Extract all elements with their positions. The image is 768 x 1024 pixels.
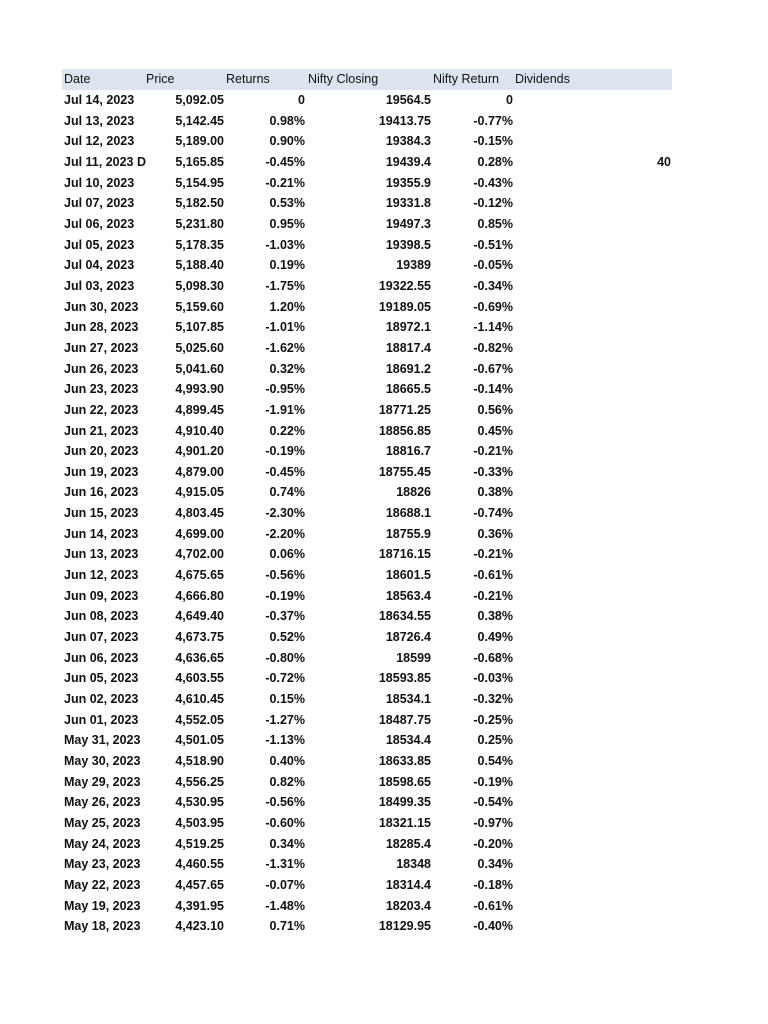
cell-returns[interactable]: -0.19%	[265, 588, 305, 603]
cell-price[interactable]: 4,501.05	[175, 733, 224, 748]
cell-nifty-return[interactable]: -0.69%	[473, 299, 513, 314]
table-row	[62, 503, 672, 524]
cell-nifty-return[interactable]: -0.21%	[473, 588, 513, 603]
cell-returns[interactable]: -1.91%	[265, 402, 305, 417]
cell-date[interactable]: Jun 06, 2023	[64, 650, 139, 665]
cell-nifty-closing[interactable]: 18856.85	[378, 423, 431, 438]
cell-dividends[interactable]	[513, 916, 671, 937]
cell-nifty-closing[interactable]: 19322.55	[378, 278, 431, 293]
cell-date[interactable]: Jul 12, 2023	[64, 134, 135, 149]
cell-returns[interactable]: -0.21%	[265, 175, 305, 190]
cell-nifty-return[interactable]: 0.34%	[477, 857, 513, 872]
cell-dividends[interactable]	[513, 689, 671, 710]
cell-date[interactable]: Jun 07, 2023	[64, 630, 139, 645]
cell-nifty-closing[interactable]: 18203.4	[385, 898, 431, 913]
cell-returns[interactable]: -1.01%	[265, 320, 305, 335]
cell-nifty-return[interactable]: -1.14%	[473, 320, 513, 335]
cell-price[interactable]: 5,178.35	[175, 237, 224, 252]
cell-price[interactable]: 5,189.00	[175, 134, 224, 149]
cell-dividends[interactable]	[513, 772, 671, 793]
cell-dividends[interactable]	[513, 214, 671, 235]
table-row	[62, 379, 672, 400]
cell-nifty-return[interactable]: -0.40%	[473, 919, 513, 934]
cell-dividends[interactable]	[513, 813, 671, 834]
cell-dividends[interactable]	[513, 462, 671, 483]
table-row	[62, 627, 672, 648]
table-row	[62, 421, 672, 442]
cell-date[interactable]: Jun 01, 2023	[64, 712, 139, 727]
cell-nifty-return[interactable]: -0.18%	[473, 877, 513, 892]
cell-price[interactable]: 4,556.25	[175, 774, 224, 789]
cell-date[interactable]: Jun 12, 2023	[64, 568, 139, 583]
table-row	[62, 689, 672, 710]
cell-date[interactable]: Jun 28, 2023	[64, 320, 139, 335]
table-row	[62, 297, 672, 318]
table-row	[62, 524, 672, 545]
cell-nifty-return[interactable]: 0.36%	[477, 526, 513, 541]
cell-price[interactable]: 5,142.45	[175, 113, 224, 128]
cell-price[interactable]: 5,165.85	[175, 154, 224, 169]
cell-nifty-return[interactable]: -0.74%	[473, 506, 513, 521]
table-row	[62, 544, 672, 565]
cell-dividends[interactable]	[513, 606, 671, 627]
cell-price[interactable]: 4,649.40	[175, 609, 224, 624]
cell-nifty-return[interactable]: 0.28%	[477, 154, 513, 169]
cell-nifty-return[interactable]: -0.68%	[473, 650, 513, 665]
cell-nifty-return[interactable]: -0.21%	[473, 547, 513, 562]
cell-returns[interactable]: 0.90%	[269, 134, 305, 149]
cell-price[interactable]: 4,803.45	[175, 506, 224, 521]
cell-nifty-closing[interactable]: 18534.4	[385, 733, 431, 748]
header-date[interactable]: Date	[64, 72, 91, 86]
cell-price[interactable]: 5,188.40	[175, 258, 224, 273]
cell-price[interactable]: 4,518.90	[175, 754, 224, 768]
table-row	[62, 359, 672, 380]
cell-date[interactable]: May 30, 2023	[64, 754, 141, 768]
cell-nifty-closing[interactable]: 18665.5	[385, 382, 431, 397]
cell-price[interactable]: 5,182.50	[175, 196, 224, 211]
cell-nifty-closing[interactable]: 19439.4	[385, 154, 431, 169]
cell-price[interactable]: 4,673.75	[175, 630, 224, 645]
table-row	[62, 338, 672, 359]
cell-price[interactable]: 5,025.60	[175, 340, 224, 355]
cell-returns[interactable]: 0.71%	[269, 919, 305, 934]
cell-dividends[interactable]	[513, 896, 671, 917]
cell-returns[interactable]: 0.95%	[269, 216, 305, 231]
cell-nifty-return[interactable]: -0.51%	[473, 237, 513, 252]
cell-nifty-closing[interactable]: 19384.3	[385, 134, 431, 149]
cell-price[interactable]: 4,702.00	[175, 547, 224, 562]
table-row	[62, 772, 672, 793]
cell-nifty-return[interactable]: -0.12%	[473, 196, 513, 211]
cell-date[interactable]: Jul 05, 2023	[64, 237, 135, 252]
cell-nifty-return[interactable]: -0.15%	[473, 134, 513, 149]
cell-date[interactable]: Jun 02, 2023	[64, 692, 139, 707]
cell-date[interactable]: Jun 09, 2023	[64, 588, 139, 603]
cell-returns[interactable]: 0.15%	[269, 692, 305, 707]
cell-price[interactable]: 5,159.60	[175, 299, 224, 314]
cell-dividends[interactable]	[513, 359, 671, 380]
cell-dividends[interactable]	[513, 482, 671, 503]
cell-date[interactable]: May 23, 2023	[64, 857, 141, 872]
cell-date[interactable]: Jul 07, 2023	[64, 196, 135, 211]
cell-nifty-return[interactable]: -0.43%	[473, 175, 513, 190]
cell-nifty-return[interactable]: 0.54%	[477, 754, 513, 768]
header-nifty-return[interactable]: Nifty Return	[433, 72, 499, 86]
cell-returns[interactable]: -0.19%	[265, 444, 305, 459]
cell-dividends[interactable]	[513, 421, 671, 442]
cell-nifty-return[interactable]: -0.97%	[473, 815, 513, 830]
cell-nifty-return[interactable]: 0.38%	[477, 485, 513, 500]
cell-price[interactable]: 4,993.90	[175, 382, 224, 397]
cell-returns[interactable]: -0.95%	[265, 382, 305, 397]
cell-nifty-closing[interactable]: 18817.4	[385, 340, 431, 355]
table-row	[62, 606, 672, 627]
table-row	[62, 482, 672, 503]
cell-price[interactable]: 5,041.60	[175, 361, 224, 376]
cell-date[interactable]: May 22, 2023	[64, 877, 141, 892]
cell-nifty-return[interactable]: -0.33%	[473, 464, 513, 479]
cell-date[interactable]: May 26, 2023	[64, 795, 141, 810]
cell-nifty-return[interactable]: -0.82%	[473, 340, 513, 355]
header-returns[interactable]: Returns	[226, 72, 270, 86]
cell-nifty-return[interactable]: 0.38%	[477, 609, 513, 624]
cell-nifty-closing[interactable]: 19355.9	[385, 175, 431, 190]
cell-nifty-return[interactable]: -0.20%	[473, 836, 513, 851]
cell-dividends[interactable]	[513, 730, 671, 751]
cell-returns[interactable]: 0.52%	[269, 630, 305, 645]
cell-nifty-return[interactable]: -0.14%	[473, 382, 513, 397]
cell-date[interactable]: Jun 27, 2023	[64, 340, 139, 355]
cell-returns[interactable]: 0.34%	[269, 836, 305, 851]
table-row	[62, 131, 672, 152]
cell-nifty-return[interactable]: -0.03%	[473, 671, 513, 686]
cell-date[interactable]: Jun 14, 2023	[64, 526, 139, 541]
table-row	[62, 834, 672, 855]
cell-nifty-return[interactable]: 0	[506, 93, 513, 107]
cell-dividends[interactable]	[513, 503, 671, 524]
table-row	[62, 214, 672, 235]
cell-nifty-closing[interactable]: 18314.4	[385, 877, 431, 892]
cell-price[interactable]: 4,603.55	[175, 671, 224, 686]
cell-returns[interactable]: -0.60%	[265, 815, 305, 830]
cell-nifty-closing[interactable]: 18598.65	[378, 774, 431, 789]
cell-returns[interactable]: -2.20%	[265, 526, 305, 541]
cell-dividends[interactable]	[513, 648, 671, 669]
cell-date[interactable]: Jul 13, 2023	[64, 113, 135, 128]
cell-nifty-closing[interactable]: 18601.5	[385, 568, 431, 583]
cell-dividends[interactable]	[513, 317, 671, 338]
cell-returns[interactable]: -0.56%	[265, 795, 305, 810]
cell-nifty-return[interactable]: 0.56%	[477, 402, 513, 417]
table-row	[62, 400, 672, 421]
cell-nifty-return[interactable]: -0.54%	[473, 795, 513, 810]
cell-nifty-return[interactable]: -0.25%	[473, 712, 513, 727]
cell-dividends[interactable]	[513, 544, 671, 565]
cell-returns[interactable]: -1.75%	[265, 278, 305, 293]
cell-price[interactable]: 4,910.40	[175, 423, 224, 438]
cell-date[interactable]: Jun 20, 2023	[64, 444, 139, 459]
cell-dividends[interactable]	[513, 524, 671, 545]
cell-price[interactable]: 4,899.45	[175, 402, 224, 417]
cell-price[interactable]: 4,423.10	[175, 919, 224, 934]
table-row	[62, 896, 672, 917]
cell-price[interactable]: 4,666.80	[175, 588, 224, 603]
cell-price[interactable]: 4,391.95	[175, 898, 224, 913]
cell-date[interactable]: Jun 30, 2023	[64, 299, 139, 314]
cell-nifty-closing[interactable]: 18534.1	[385, 692, 431, 707]
cell-nifty-closing[interactable]: 18816.7	[385, 444, 431, 459]
cell-returns[interactable]: -1.31%	[265, 857, 305, 872]
cell-date[interactable]: Jun 23, 2023	[64, 382, 139, 397]
cell-returns[interactable]: -1.03%	[265, 237, 305, 252]
cell-dividends[interactable]	[513, 668, 671, 689]
cell-nifty-closing[interactable]: 18826	[396, 485, 431, 500]
cell-nifty-closing[interactable]: 18348	[396, 857, 431, 872]
cell-date[interactable]: Jul 04, 2023	[64, 258, 135, 273]
cell-price[interactable]: 4,915.05	[175, 485, 224, 500]
cell-nifty-return[interactable]: 0.25%	[477, 733, 513, 748]
cell-date[interactable]: Jul 03, 2023	[64, 278, 135, 293]
table-row	[62, 173, 672, 194]
cell-nifty-closing[interactable]: 18755.45	[378, 464, 431, 479]
cell-price[interactable]: 4,636.65	[175, 650, 224, 665]
cell-date[interactable]: Jul 11, 2023 D	[64, 154, 146, 169]
cell-price[interactable]: 4,675.65	[175, 568, 224, 583]
cell-nifty-return[interactable]: -0.77%	[473, 113, 513, 128]
cell-returns[interactable]: 0.22%	[269, 423, 305, 438]
cell-dividends[interactable]	[513, 131, 671, 152]
cell-date[interactable]: Jul 10, 2023	[64, 175, 135, 190]
cell-nifty-closing[interactable]: 18487.75	[378, 712, 431, 727]
cell-dividends[interactable]	[513, 276, 671, 297]
cell-date[interactable]: Jun 21, 2023	[64, 423, 139, 438]
cell-returns[interactable]: -0.37%	[265, 609, 305, 624]
spreadsheet	[62, 69, 672, 937]
cell-date[interactable]: Jun 26, 2023	[64, 361, 139, 376]
cell-dividends[interactable]	[513, 400, 671, 421]
cell-returns[interactable]: -0.72%	[265, 671, 305, 686]
cell-returns[interactable]: -0.80%	[265, 650, 305, 665]
table-row	[62, 565, 672, 586]
table-row	[62, 730, 672, 751]
cell-returns[interactable]: 0.53%	[269, 196, 305, 211]
table-row	[62, 193, 672, 214]
cell-price[interactable]: 5,098.30	[175, 278, 224, 293]
cell-dividends[interactable]	[513, 235, 671, 256]
cell-price[interactable]: 5,092.05	[175, 93, 224, 107]
header-row	[62, 69, 672, 90]
cell-dividends[interactable]	[513, 854, 671, 875]
cell-date[interactable]: Jun 15, 2023	[64, 506, 139, 521]
header-price[interactable]: Price	[146, 72, 175, 86]
cell-returns[interactable]: 0.82%	[269, 774, 305, 789]
table-row	[62, 462, 672, 483]
cell-date[interactable]: May 31, 2023	[64, 733, 141, 748]
cell-nifty-closing[interactable]: 18321.15	[378, 815, 431, 830]
cell-nifty-closing[interactable]: 18972.1	[385, 320, 431, 335]
table-row	[62, 668, 672, 689]
cell-nifty-return[interactable]: 0.49%	[477, 630, 513, 645]
cell-returns[interactable]: 0.32%	[269, 361, 305, 376]
cell-dividends[interactable]	[513, 111, 671, 132]
table-row	[62, 276, 672, 297]
cell-dividends[interactable]	[513, 792, 671, 813]
cell-price[interactable]: 4,610.45	[175, 692, 224, 707]
cell-nifty-closing[interactable]: 18688.1	[385, 506, 431, 521]
cell-dividends[interactable]	[513, 834, 671, 855]
cell-returns[interactable]: 0	[298, 93, 305, 107]
cell-nifty-return[interactable]: -0.34%	[473, 278, 513, 293]
cell-date[interactable]: Jun 08, 2023	[64, 609, 139, 624]
cell-nifty-closing[interactable]: 19189.05	[378, 299, 431, 314]
cell-dividends[interactable]	[513, 586, 671, 607]
cell-date[interactable]: Jun 05, 2023	[64, 671, 139, 686]
cell-date[interactable]: May 18, 2023	[64, 919, 141, 934]
cell-nifty-closing[interactable]: 18633.85	[378, 754, 431, 768]
cell-price[interactable]: 4,552.05	[175, 712, 224, 727]
cell-nifty-closing[interactable]: 18593.85	[378, 671, 431, 686]
cell-returns[interactable]: -1.13%	[265, 733, 305, 748]
cell-nifty-closing[interactable]: 19564.5	[385, 93, 431, 107]
cell-price[interactable]: 5,154.95	[175, 175, 224, 190]
cell-date[interactable]: Jul 06, 2023	[64, 216, 135, 231]
cell-nifty-closing[interactable]: 19497.3	[385, 216, 431, 231]
cell-price[interactable]: 4,901.20	[175, 444, 224, 459]
cell-date[interactable]: May 19, 2023	[64, 898, 141, 913]
table-row	[62, 854, 672, 875]
cell-nifty-closing[interactable]: 18499.35	[378, 795, 431, 810]
cell-returns[interactable]: -2.30%	[265, 506, 305, 521]
table-row	[62, 317, 672, 338]
cell-returns[interactable]: 0.98%	[269, 113, 305, 128]
cell-nifty-return[interactable]: -0.61%	[473, 898, 513, 913]
cell-nifty-closing[interactable]: 18691.2	[385, 361, 431, 376]
cell-price[interactable]: 4,699.00	[175, 526, 224, 541]
cell-date[interactable]: Jun 16, 2023	[64, 485, 139, 500]
cell-nifty-return[interactable]: -0.61%	[473, 568, 513, 583]
cell-dividends[interactable]	[513, 565, 671, 586]
cell-dividends[interactable]	[513, 627, 671, 648]
cell-nifty-return[interactable]: 0.45%	[477, 423, 513, 438]
cell-dividends[interactable]	[513, 193, 671, 214]
cell-nifty-closing[interactable]: 18771.25	[378, 402, 431, 417]
cell-nifty-closing[interactable]: 19389	[396, 258, 431, 273]
cell-price[interactable]: 4,519.25	[175, 836, 224, 851]
cell-returns[interactable]: -0.45%	[265, 154, 305, 169]
cell-nifty-return[interactable]: -0.19%	[473, 774, 513, 789]
cell-nifty-closing[interactable]: 18599	[396, 650, 431, 665]
table-row	[62, 648, 672, 669]
cell-returns[interactable]: -0.56%	[265, 568, 305, 583]
cell-date[interactable]: May 29, 2023	[64, 774, 141, 789]
cell-dividends[interactable]: 40	[657, 154, 671, 169]
cell-returns[interactable]: 0.06%	[269, 547, 305, 562]
table-row	[62, 792, 672, 813]
header-dividends[interactable]: Dividends	[515, 72, 570, 86]
cell-date[interactable]: May 24, 2023	[64, 836, 141, 851]
table-row	[62, 441, 672, 462]
table-row	[62, 813, 672, 834]
cell-nifty-return[interactable]: -0.67%	[473, 361, 513, 376]
cell-nifty-closing[interactable]: 19413.75	[378, 113, 431, 128]
cell-nifty-closing[interactable]: 18726.4	[385, 630, 431, 645]
cell-nifty-closing[interactable]: 19331.8	[385, 196, 431, 211]
cell-returns[interactable]: 0.19%	[269, 258, 305, 273]
cell-price[interactable]: 4,460.55	[175, 857, 224, 872]
header-nifty-closing[interactable]: Nifty Closing	[308, 72, 379, 86]
table-row	[62, 111, 672, 132]
cell-returns[interactable]: -1.27%	[265, 712, 305, 727]
cell-nifty-return[interactable]: -0.21%	[473, 444, 513, 459]
cell-returns[interactable]: 0.40%	[269, 754, 305, 768]
cell-nifty-closing[interactable]: 18716.15	[378, 547, 431, 562]
table-row	[62, 255, 672, 276]
table-row	[62, 90, 672, 111]
cell-price[interactable]: 4,503.95	[175, 815, 224, 830]
cell-date[interactable]: May 25, 2023	[64, 815, 141, 830]
cell-price[interactable]: 4,879.00	[175, 464, 224, 479]
cell-returns[interactable]: -0.45%	[265, 464, 305, 479]
cell-dividends[interactable]	[513, 710, 671, 731]
table-row	[62, 235, 672, 256]
table-body	[62, 90, 672, 937]
cell-nifty-return[interactable]: -0.32%	[473, 692, 513, 707]
table-row	[62, 710, 672, 731]
table-row	[62, 751, 672, 772]
cell-nifty-closing[interactable]: 18563.4	[385, 588, 431, 603]
cell-dividends[interactable]	[513, 297, 671, 318]
cell-nifty-closing[interactable]: 19398.5	[385, 237, 431, 252]
table-row	[62, 152, 672, 173]
cell-nifty-closing[interactable]: 18634.55	[378, 609, 431, 624]
cell-dividends[interactable]	[513, 379, 671, 400]
cell-returns[interactable]: -0.07%	[265, 877, 305, 892]
cell-dividends[interactable]	[513, 751, 671, 772]
table-row	[62, 586, 672, 607]
cell-price[interactable]: 5,231.80	[175, 216, 224, 231]
cell-dividends[interactable]	[513, 875, 671, 896]
cell-date[interactable]: Jun 13, 2023	[64, 547, 139, 562]
cell-dividends[interactable]	[513, 90, 671, 111]
cell-nifty-closing[interactable]: 18129.95	[378, 919, 431, 934]
cell-nifty-return[interactable]: -0.05%	[473, 258, 513, 273]
cell-dividends[interactable]	[513, 173, 671, 194]
cell-price[interactable]: 5,107.85	[175, 320, 224, 335]
cell-date[interactable]: Jun 22, 2023	[64, 402, 139, 417]
table-row	[62, 916, 672, 937]
cell-dividends[interactable]	[513, 255, 671, 276]
cell-nifty-return[interactable]: 0.85%	[477, 216, 513, 231]
cell-returns[interactable]: -1.48%	[265, 898, 305, 913]
cell-nifty-closing[interactable]: 18285.4	[385, 836, 431, 851]
cell-returns[interactable]: -1.62%	[265, 340, 305, 355]
cell-nifty-closing[interactable]: 18755.9	[385, 526, 431, 541]
cell-price[interactable]: 4,457.65	[175, 877, 224, 892]
cell-dividends[interactable]	[513, 338, 671, 359]
cell-returns[interactable]: 1.20%	[269, 299, 305, 314]
cell-price[interactable]: 4,530.95	[175, 795, 224, 810]
cell-dividends[interactable]	[513, 441, 671, 462]
table-row	[62, 875, 672, 896]
cell-returns[interactable]: 0.74%	[269, 485, 305, 500]
cell-date[interactable]: Jul 14, 2023	[64, 93, 135, 107]
cell-date[interactable]: Jun 19, 2023	[64, 464, 139, 479]
